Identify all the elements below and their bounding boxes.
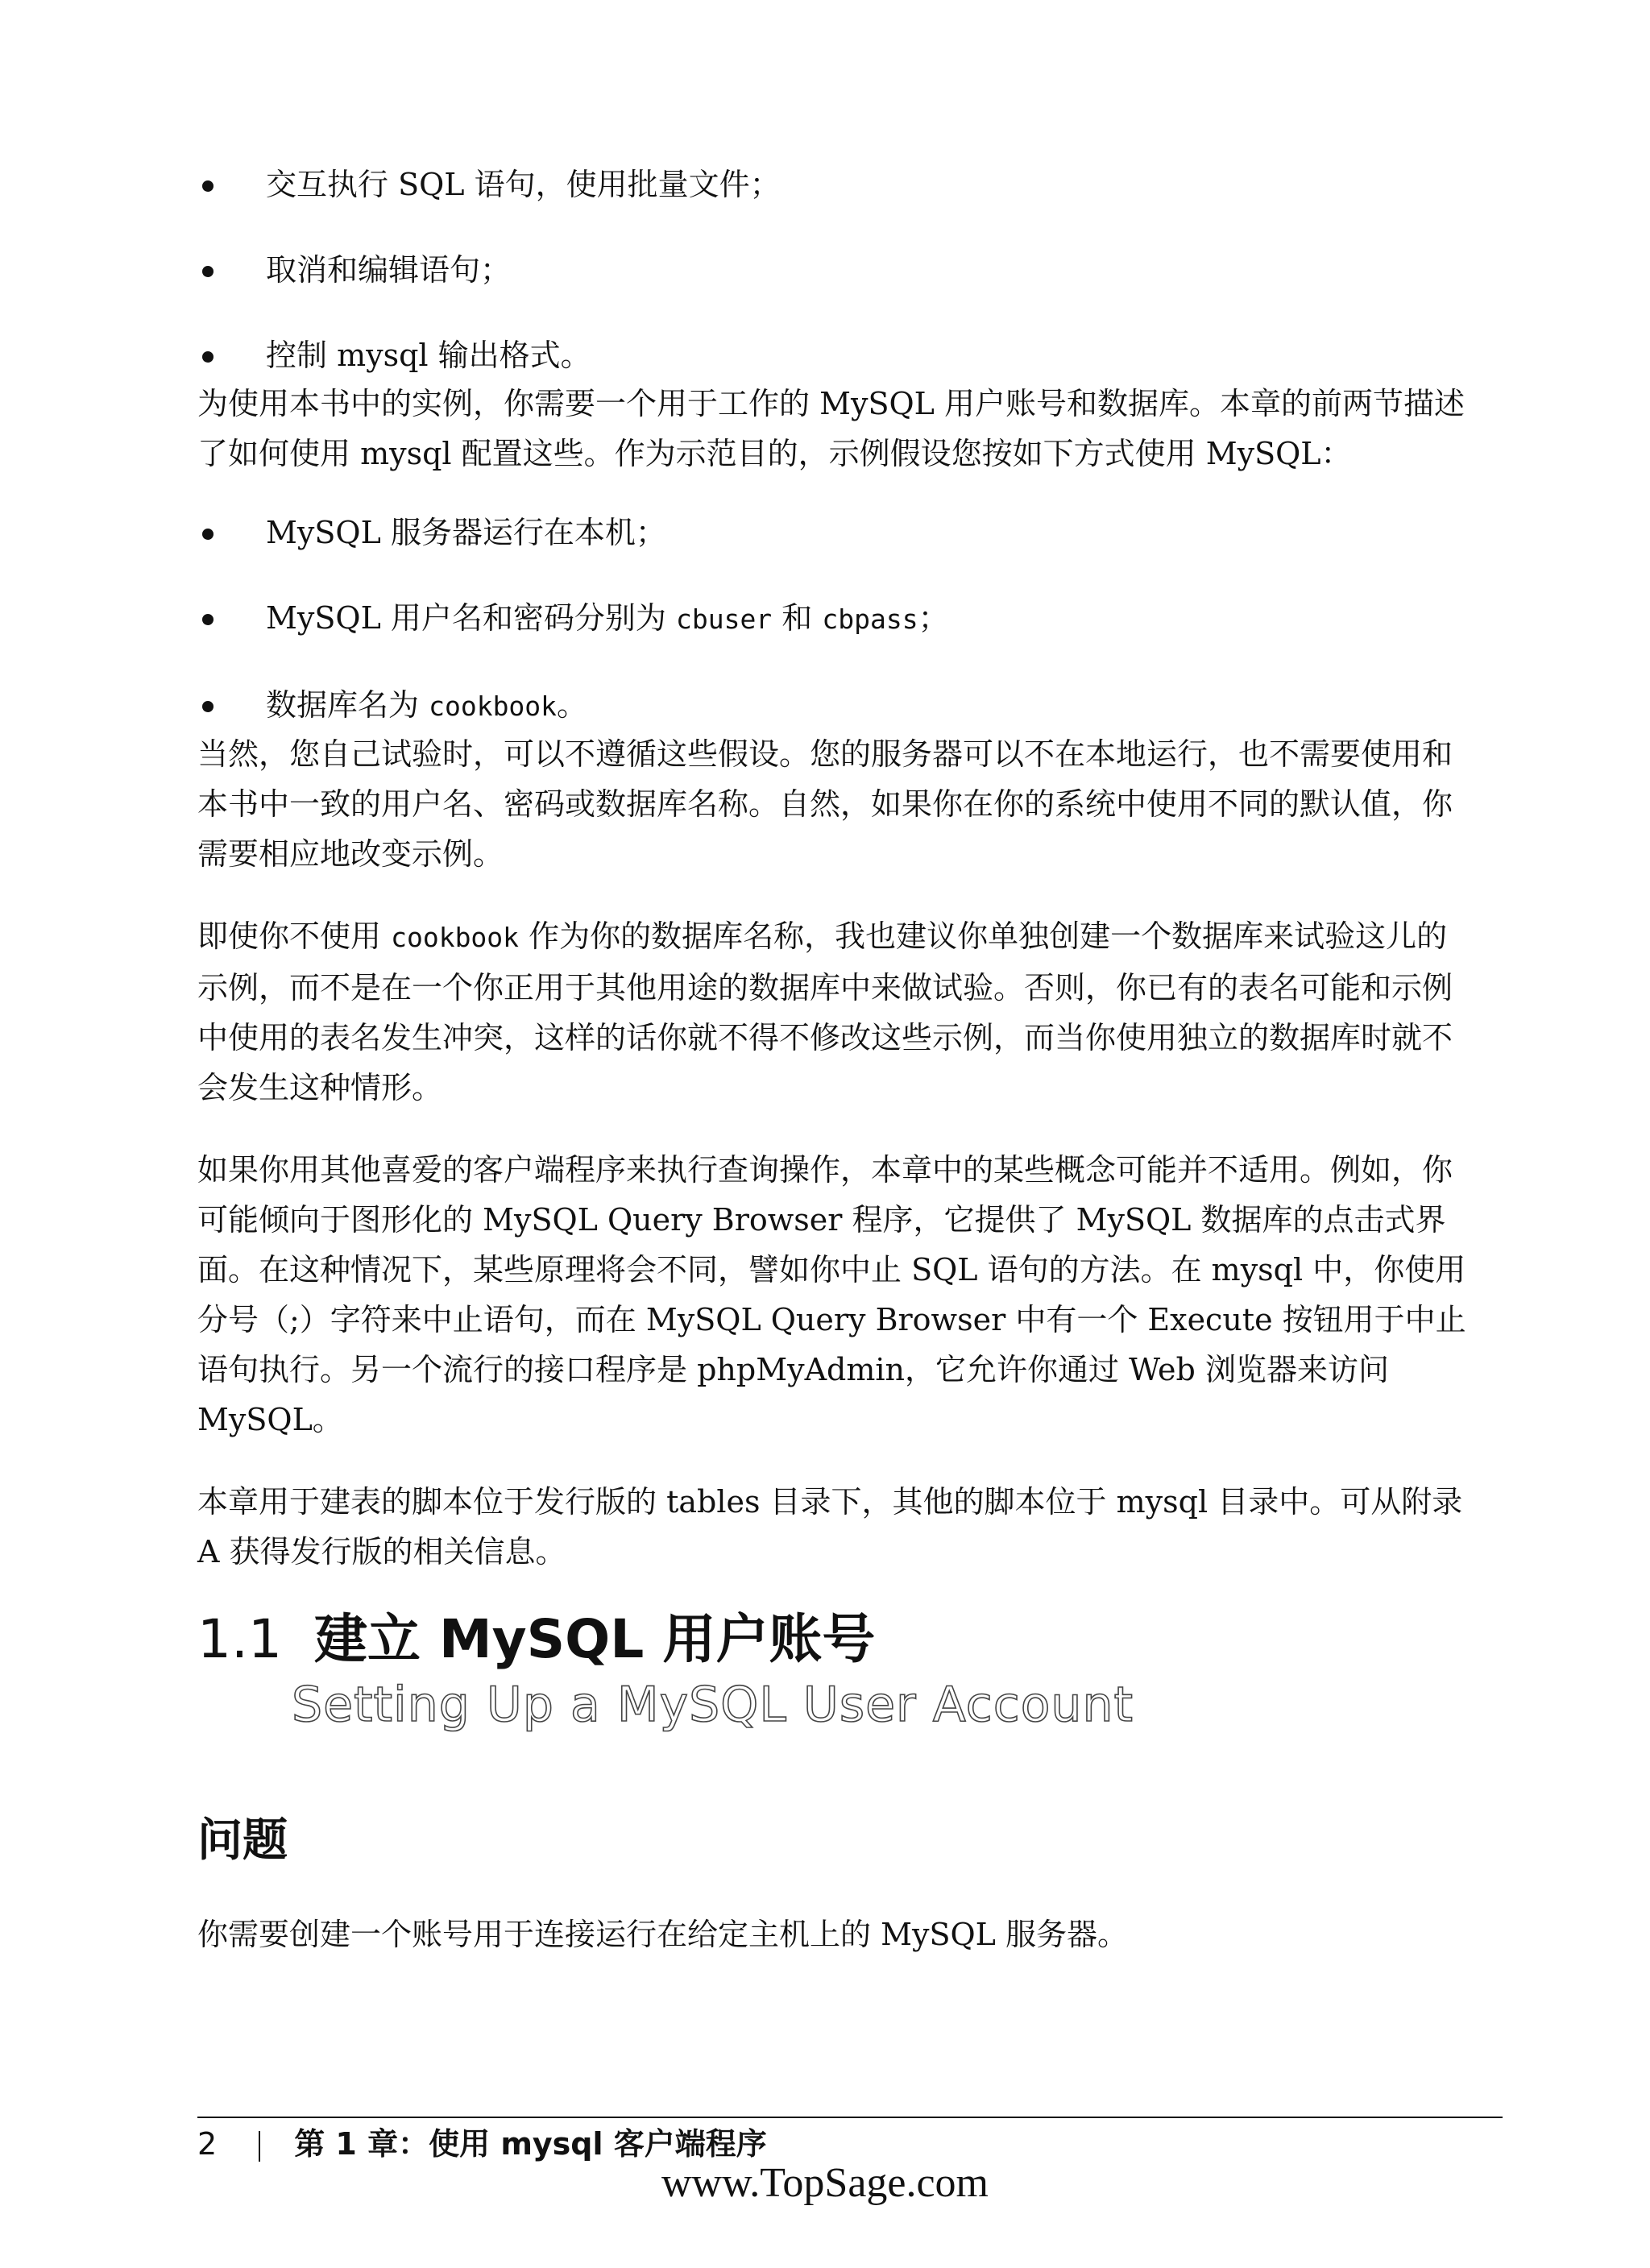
list-item [197,508,1474,558]
database-name-code: cookbook [391,922,520,953]
bullet-icon [202,529,214,540]
body-text [197,729,1474,1609]
assumptions-bullet-list [197,508,1474,767]
features-bullet-list [197,160,1474,416]
paragraph-of-course: 当然，您自己试验时，可以不遵循这些假设。您的服务器可以不在本地运行，也不需要使用和本书中一致的用户名、密码或数据库名称。自然，如果你在你的系统中使用不同的默认值，你需要相应地改变示例。 [197,736,1453,872]
bullet-text: 取消和编辑语句； [266,252,512,288]
section-number: 1.1 [197,1608,282,1670]
bullet-text: MySQL 用户名和密码分别为 cbuser 和 cbpass； [266,600,949,636]
chapter-title: 第 1 章：使用 mysql 客户端程序 [294,2126,767,2162]
list-item [197,160,1474,209]
bullet-icon [202,351,214,363]
bullet-icon [202,266,214,277]
section-subtitle: Setting Up a MySQL User Account [292,1677,1134,1733]
paragraph-other-clients: 如果你用其他喜爱的客户端程序来执行查询操作，本章中的某些概念可能并不适用。例如，你可能倾向于图形化的 MySQL Query Browser 程序，它提供了 MySQL 数据库的点击式界面。在这种情况下，某些原理将会不同，譬如你中止 SQL 语句的方法。在 mysql 中，你使用分号（;）字符来中止语句，而在 MySQL Query Browser 中有一个 Execute 按钮用于中止语句执行。另一个流行的接口程序是 phpMyAdmin，它允许你通过 Web 浏览器来访问 MySQL。 [197,1152,1466,1437]
problem-text: 你需要创建一个账号用于连接运行在给定主机上的 MySQL 服务器。 [197,1917,1128,1952]
list-item [197,245,1474,295]
footer-divider [197,2117,1503,2118]
list-item [197,680,1474,732]
paragraph-separate-db: 即使你不使用 cookbook 作为你的数据库名称，我也建议你单独创建一个数据库来试验这儿的示例，而不是在一个你正用于其他用途的数据库中来做试验。否则，你已有的表名可能和示例中使用的表名发生冲突，这样的话你就不得不修改这些示例，而当你使用独立的数据库时就不会发生这种情形。 [197,918,1453,1105]
paragraph-scripts: 本章用于建表的脚本位于发行版的 tables 目录下，其他的脚本位于 mysql 目录中。可从附录 A 获得发行版的相关信息。 [197,1484,1463,1569]
list-item [197,593,1474,645]
page-number: 2 [197,2126,218,2162]
list-item [197,330,1474,380]
website-watermark: www.TopSage.com [661,2160,989,2206]
page-footer [197,2124,767,2164]
intro-paragraph: 为使用本书中的实例，你需要一个用于工作的 MySQL 用户账号和数据库。本章的前两节描述了如何使用 mysql 配置这些。作为示范目的，示例假设您按如下方式使用 MySQL： [197,386,1465,471]
bullet-text: 交互执行 SQL 语句，使用批量文件； [266,167,781,202]
bullet-text: 数据库名为 cookbook。 [266,687,588,723]
section-heading [197,1607,875,1672]
bullet-text: MySQL 服务器运行在本机； [266,515,666,550]
footer-separator [259,2131,260,2162]
bullet-icon [202,701,214,712]
username-code: cbuser [675,603,773,635]
password-code: cbpass [822,603,918,635]
section-title: 建立 MySQL 用户账号 [313,1608,876,1670]
bullet-icon [202,180,214,192]
problem-heading: 问题 [197,1814,288,1867]
database-name-code: cookbook [429,690,558,722]
bullet-text: 控制 mysql 输出格式。 [266,338,591,373]
bullet-icon [202,614,214,625]
